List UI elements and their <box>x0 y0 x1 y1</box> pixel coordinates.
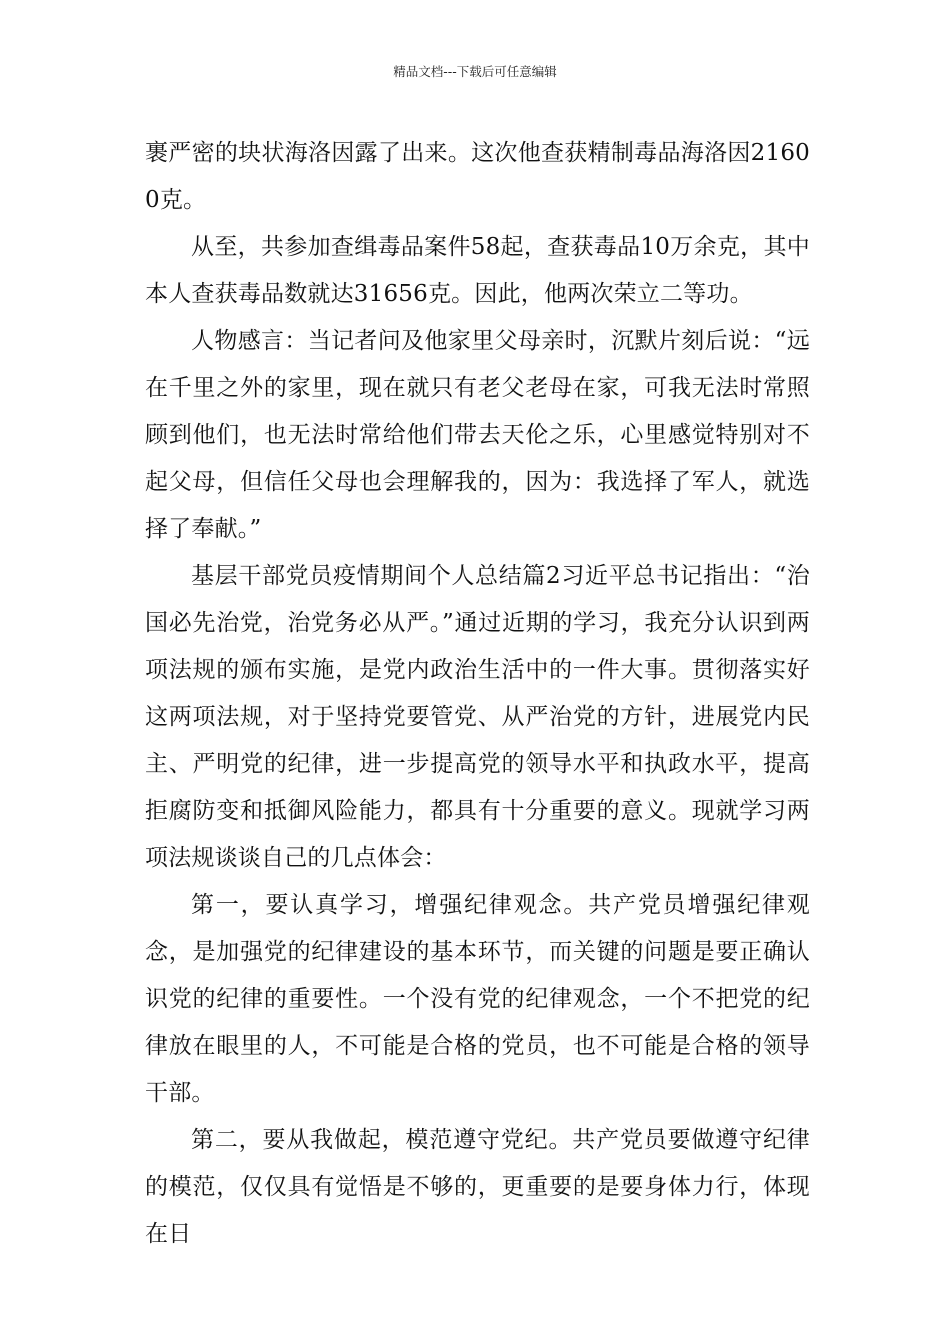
paragraph-1: 裹严密的块状海洛因露了出来。这次他查获精制毒品海洛因21600克。 <box>145 140 810 213</box>
paragraph-6: 第二，要从我做起，模范遵守党纪。共产党员要做遵守纪律的模范，仅仅具有觉悟是不够的，更重要的是要身体力行，体现在日 <box>145 1127 810 1247</box>
paragraph-3: 人物感言：当记者问及他家里父母亲时，沉默片刻后说：“远在千里之外的家里，现在就只有老父老母在家，可我无法时常照顾到他们，也无法时常给他们带去天伦之乐，心里感觉特别对不起父母，但信任父母也会理解我的，因为：我选择了军人，就选择了奉献。” <box>145 328 810 542</box>
page-header: 精品文档---下载后可任意编辑 <box>393 64 557 79</box>
paragraph-4: 基层干部党员疫情期间个人总结篇2习近平总书记指出：“治国必先治党，治党务必从严。”通过近期的学习，我充分认识到两项法规的颁布实施，是党内政治生活中的一件大事。贯彻落实好这两项法规，对于坚持党要管党、从严治党的方针，进展党内民主、严明党的纪律，进一步提高党的领导水平和执政水平，提高拒腐防变和抵御风险能力，都具有十分重要的意义。现就学习两项法规谈谈自己的几点体会： <box>145 563 810 871</box>
body-text <box>145 130 810 1258</box>
paragraph-5: 第一，要认真学习，增强纪律观念。共产党员增强纪律观念，是加强党的纪律建设的基本环节，而关键的问题是要正确认识党的纪律的重要性。一个没有党的纪律观念，一个不把党的纪律放在眼里的人，不可能是合格的党员，也不可能是合格的领导干部。 <box>145 892 810 1106</box>
paragraph-2: 从至，共参加查缉毒品案件58起，查获毒品10万余克，其中本人查获毒品数就达31656克。因此，他两次荣立二等功。 <box>145 234 810 307</box>
